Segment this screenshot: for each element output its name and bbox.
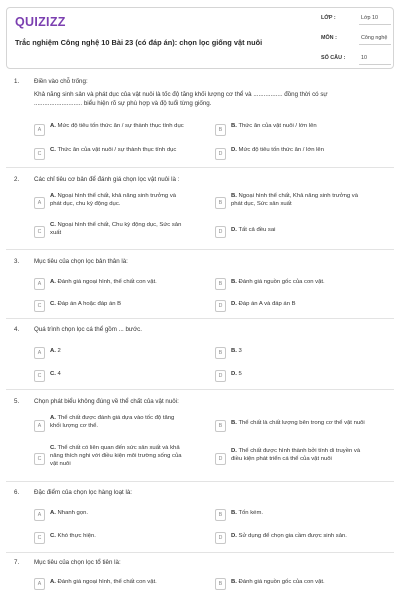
question-text: Đặc điểm của chọn lọc hàng loạt là: bbox=[34, 489, 133, 496]
option-text: D. Tất cả đều sai bbox=[231, 227, 276, 233]
option-d[interactable] bbox=[215, 147, 395, 163]
option-letter-box: D bbox=[215, 370, 226, 382]
option-letter-box: D bbox=[215, 226, 226, 238]
option-letter-box: A bbox=[34, 347, 45, 359]
question-divider bbox=[6, 481, 394, 482]
option-letter-box: A bbox=[34, 420, 45, 432]
option-text: C. Thức ăn của vật nuôi / sự thành thục tính dục bbox=[50, 147, 177, 153]
option-c[interactable] bbox=[34, 147, 204, 163]
option-b[interactable] bbox=[215, 346, 395, 362]
option-b[interactable] bbox=[215, 508, 395, 524]
option-letter-box: C bbox=[34, 453, 45, 465]
option-letter-box: D bbox=[215, 532, 226, 544]
option-text: B. Ngoại hình thể chất, Khả năng sinh trưởng và phát dục, Sức sản xuất bbox=[231, 193, 359, 207]
option-letter-box: A bbox=[34, 578, 45, 590]
option-a[interactable] bbox=[34, 508, 204, 524]
option-b[interactable] bbox=[215, 277, 395, 293]
question-number: 3. bbox=[14, 258, 20, 265]
meta-count bbox=[313, 48, 395, 68]
worksheet-title: Trắc nghiệm Công nghệ 10 Bài 23 (có đáp án): chọn lọc giống vật nuôi bbox=[15, 38, 263, 47]
option-text: B. Đánh giá nguồn gốc của con vật. bbox=[231, 579, 325, 585]
question-number: 7. bbox=[14, 559, 20, 566]
worksheet-header bbox=[6, 7, 394, 69]
option-letter-box: B bbox=[215, 124, 226, 136]
question-text: Các chỉ tiêu cơ bản để đánh giá chọn lọc vật nuôi là : bbox=[34, 176, 180, 183]
option-letter-box: C bbox=[34, 532, 45, 544]
option-letter-box: C bbox=[34, 370, 45, 382]
option-text: A. Mức độ tiêu tốn thức ăn / sự thành thục tính dục bbox=[50, 123, 184, 129]
question-text: Quá trình chọn lọc cá thể gồm ... bước. bbox=[34, 326, 142, 333]
option-a[interactable] bbox=[34, 277, 204, 293]
option-letter-box: C bbox=[34, 300, 45, 312]
option-text: B. Thức ăn của vật nuôi / lớn lên bbox=[231, 123, 317, 129]
option-letter-box: B bbox=[215, 420, 226, 432]
option-letter-box: B bbox=[215, 509, 226, 521]
question-divider bbox=[6, 552, 394, 553]
option-text: C. Đáp án A hoặc đáp án B bbox=[50, 301, 122, 307]
question-number: 1. bbox=[14, 78, 20, 85]
option-text: A. Đánh giá ngoại hình, thể chất con vật. bbox=[50, 579, 157, 585]
option-letter-box: B bbox=[215, 347, 226, 359]
count-value: 10 bbox=[361, 55, 367, 61]
quizizz-logo: QUIZIZZ bbox=[15, 15, 66, 29]
question-divider bbox=[6, 389, 394, 390]
option-text: A. 2 bbox=[50, 348, 61, 354]
option-d[interactable] bbox=[215, 222, 395, 238]
option-text: C. Thể chất có liên quan đến sức sản xuất và khả năng thích nghi với điều kiện môi trường sống của vật nuôi bbox=[50, 445, 182, 467]
option-letter-box: A bbox=[34, 278, 45, 290]
option-text: B. 3 bbox=[231, 348, 242, 354]
question-text: Chọn phát biểu không đúng về thể chất của vật nuôi: bbox=[34, 398, 179, 405]
option-letter-box: D bbox=[215, 453, 226, 465]
option-text: D. Đáp án A và đáp án B bbox=[231, 301, 296, 307]
question-number: 2. bbox=[14, 176, 20, 183]
divider bbox=[359, 24, 391, 25]
question-divider bbox=[6, 249, 394, 250]
option-text: D. Sử dụng để chọn gia cầm được sinh sản. bbox=[231, 533, 347, 539]
option-text: B. Thể chất là chất lượng bên trong cơ thể vật nuôi bbox=[231, 420, 365, 426]
option-text: A. Ngoại hình thể chất, khả năng sinh trưởng và phát dục, chu kỳ động dục. bbox=[50, 193, 177, 207]
option-a[interactable] bbox=[34, 577, 204, 593]
count-label: SỐ CÂU : bbox=[321, 55, 346, 61]
question-text bbox=[34, 78, 386, 108]
class-value: Lớp 10 bbox=[361, 15, 379, 21]
question-divider bbox=[6, 167, 394, 168]
option-c[interactable] bbox=[34, 531, 204, 547]
question-text: Mục tiêu của chọn lọc tổ tiên là: bbox=[34, 559, 121, 566]
option-text: C. Khó thực hiện. bbox=[50, 533, 96, 539]
option-letter-box: C bbox=[34, 148, 45, 160]
option-d[interactable] bbox=[215, 369, 395, 385]
divider bbox=[359, 44, 391, 45]
meta-info bbox=[313, 8, 395, 68]
question-text: Mục tiêu của chọn lọc bản thân là: bbox=[34, 258, 128, 265]
divider bbox=[359, 64, 391, 65]
option-letter-box: B bbox=[215, 578, 226, 590]
question-line: ............................ biểu hiện rõ sự phù hợp và độ tuổi từng giống. bbox=[34, 99, 212, 107]
option-letter-box: D bbox=[215, 148, 226, 160]
option-letter-box: B bbox=[215, 278, 226, 290]
option-text: A. Thể chất được đánh giá dựa vào tốc độ tăng khối lượng cơ thể. bbox=[50, 415, 175, 429]
option-letter-box: A bbox=[34, 197, 45, 209]
option-a[interactable] bbox=[34, 123, 204, 139]
option-a[interactable] bbox=[34, 415, 204, 431]
option-letter-box: B bbox=[215, 197, 226, 209]
option-d[interactable] bbox=[215, 531, 395, 547]
question-number: 5. bbox=[14, 398, 20, 405]
option-text: D. Mức độ tiêu tốn thức ăn / lớn lên bbox=[231, 147, 324, 153]
option-c[interactable] bbox=[34, 369, 204, 385]
option-c[interactable] bbox=[34, 445, 204, 467]
subject-value: Công nghệ bbox=[361, 35, 388, 41]
option-letter-box: D bbox=[215, 300, 226, 312]
question-line: Khả năng sinh sản và phát dục của vật nuôi là tốc độ tăng khối lượng cơ thể và ................. đồng thời có sự bbox=[34, 91, 328, 99]
question-number: 6. bbox=[14, 489, 20, 496]
option-c[interactable] bbox=[34, 299, 204, 315]
option-c[interactable] bbox=[34, 222, 204, 238]
option-b[interactable] bbox=[215, 123, 395, 139]
option-text: A. Nhanh gọn. bbox=[50, 510, 89, 516]
option-b[interactable] bbox=[215, 193, 395, 209]
option-a[interactable] bbox=[34, 193, 204, 209]
option-text: B. Đánh giá nguồn gốc của con vật. bbox=[231, 279, 325, 285]
option-b[interactable] bbox=[215, 577, 395, 593]
option-b[interactable] bbox=[215, 415, 395, 431]
option-text: A. Đánh giá ngoại hình, thể chất con vật. bbox=[50, 279, 157, 285]
class-label: LỚP : bbox=[321, 15, 336, 21]
subject-label: MÔN : bbox=[321, 35, 337, 41]
option-a[interactable] bbox=[34, 346, 204, 362]
meta-subject bbox=[313, 28, 395, 48]
option-d[interactable] bbox=[215, 448, 395, 464]
option-text: C. 4 bbox=[50, 371, 61, 377]
question-divider bbox=[6, 318, 394, 319]
option-letter-box: A bbox=[34, 509, 45, 521]
option-text: D. Thể chất được hình thành bởi tính di truyền và điều kiện phát triển cá thể của vật nuôi bbox=[231, 448, 361, 462]
option-text: D. 5 bbox=[231, 371, 242, 377]
option-letter-box: C bbox=[34, 226, 45, 238]
question-number: 4. bbox=[14, 326, 20, 333]
option-letter-box: A bbox=[34, 124, 45, 136]
option-text: B. Tốn kém. bbox=[231, 510, 263, 516]
meta-class bbox=[313, 8, 395, 28]
option-d[interactable] bbox=[215, 299, 395, 315]
option-text: C. Ngoại hình thể chất, Chu kỳ động dục, Sức sản xuất bbox=[50, 222, 182, 236]
question-line: Điền vào chỗ trống: bbox=[34, 78, 88, 85]
